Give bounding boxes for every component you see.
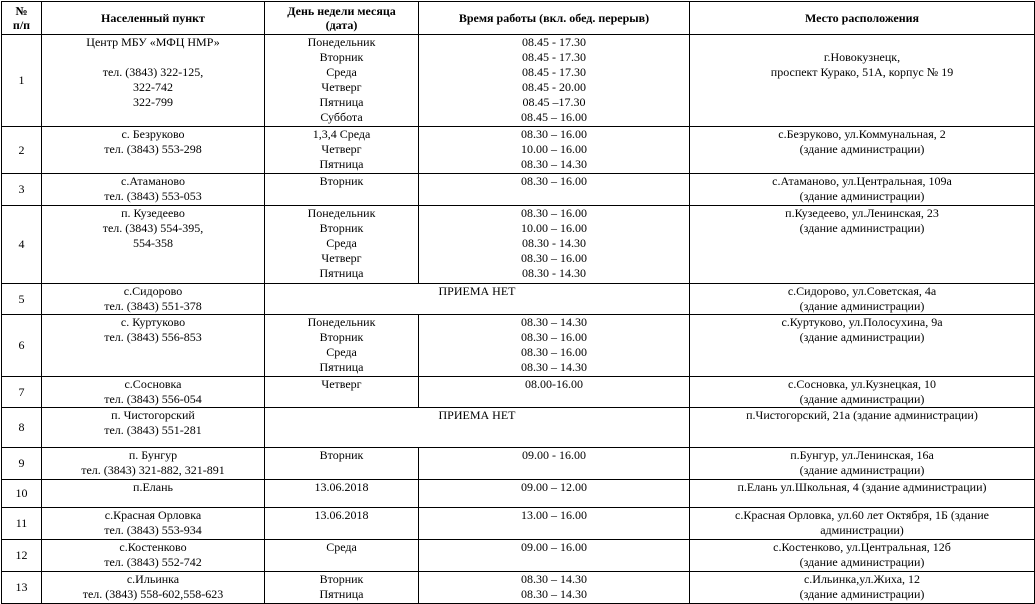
settlement-cell-line: с.Ильинка bbox=[126, 572, 180, 586]
day-cell-line: Четверг bbox=[321, 80, 362, 94]
table-row bbox=[2, 480, 1035, 508]
day-cell-line: Вторник bbox=[319, 448, 364, 462]
location-cell bbox=[690, 448, 1035, 480]
row-number: 7 bbox=[2, 377, 42, 408]
day-cell-line: Четверг bbox=[321, 377, 362, 391]
hours-cell bbox=[419, 540, 690, 572]
location-cell-line: с.Сидорово, ул.Советская, 4а bbox=[787, 284, 937, 298]
header-settlement: Населенный пункт bbox=[42, 2, 265, 35]
settlement-cell-line: тел. (3843) 551-281 bbox=[104, 423, 202, 437]
table-row bbox=[2, 572, 1035, 604]
location-cell-line: с.Куртуково, ул.Полосухина, 9а bbox=[781, 315, 943, 329]
row-number: 1 bbox=[2, 35, 42, 127]
hours-cell-line: 09.00 – 16.00 bbox=[521, 540, 587, 554]
table-row bbox=[2, 35, 1035, 127]
row-number: 4 bbox=[2, 206, 42, 284]
location-cell-line: с.Красная Орловка, ул.60 лет Октября, 1Б (здание администрации) bbox=[735, 508, 989, 537]
location-cell bbox=[690, 408, 1035, 448]
day-cell-line: Пятница bbox=[319, 157, 364, 171]
table-row bbox=[2, 174, 1035, 206]
day-cell bbox=[265, 448, 419, 480]
settlement-cell bbox=[42, 206, 265, 284]
day-cell-line: Вторник bbox=[319, 330, 364, 344]
settlement-cell-line bbox=[44, 50, 262, 65]
table-row bbox=[2, 284, 1035, 315]
hours-cell bbox=[419, 448, 690, 480]
day-cell-line: Среда bbox=[326, 345, 357, 359]
location-cell-line: (здание администрации) bbox=[799, 392, 925, 406]
location-cell bbox=[690, 315, 1035, 377]
hours-cell bbox=[419, 572, 690, 604]
settlement-cell-line: с. Куртуково bbox=[120, 315, 186, 329]
settlement-cell bbox=[42, 408, 265, 448]
settlement-cell-line: с.Атаманово bbox=[121, 174, 185, 188]
hours-cell bbox=[419, 508, 690, 540]
settlement-cell bbox=[42, 448, 265, 480]
location-cell-line: с.Сосновка, ул.Кузнецкая, 10 bbox=[788, 377, 936, 391]
location-cell-line: п.Чистогорский, 21а (здание администрации) bbox=[746, 408, 978, 422]
table-row bbox=[2, 206, 1035, 284]
settlement-cell-line: с.Сидорово bbox=[123, 284, 183, 298]
settlement-cell-line: тел. (3843) 556-054 bbox=[104, 392, 202, 406]
hours-cell-line: 13.00 – 16.00 bbox=[521, 508, 587, 522]
hours-cell-line: 09.00 – 12.00 bbox=[521, 480, 587, 494]
settlement-cell-line: п. Бунгур bbox=[128, 448, 178, 462]
day-cell-line: 13.06.2018 bbox=[314, 480, 369, 494]
day-cell bbox=[265, 127, 419, 174]
hours-cell bbox=[419, 206, 690, 284]
day-cell-line: Пятница bbox=[319, 266, 364, 280]
day-cell-line: Вторник bbox=[319, 174, 364, 188]
row-number: 11 bbox=[2, 508, 42, 540]
settlement-cell-line: с. Безруково bbox=[121, 127, 185, 141]
settlement-cell bbox=[42, 315, 265, 377]
location-cell bbox=[690, 284, 1035, 315]
settlement-cell bbox=[42, 572, 265, 604]
row-number: 5 bbox=[2, 284, 42, 315]
day-cell-line: Суббота bbox=[320, 110, 363, 124]
settlement-cell-line: 554-358 bbox=[133, 236, 173, 250]
location-cell-line: (здание администрации) bbox=[799, 299, 925, 313]
location-cell bbox=[690, 480, 1035, 508]
settlement-cell bbox=[42, 508, 265, 540]
hours-cell-line: 08.45 – 16.00 bbox=[521, 110, 587, 124]
hours-cell-line: 10.00 – 16.00 bbox=[521, 221, 587, 235]
day-cell-line: Вторник bbox=[319, 221, 364, 235]
location-cell-line: (здание администрации) bbox=[799, 142, 925, 156]
hours-cell-line: 08.00-16.00 bbox=[525, 377, 583, 391]
settlement-cell-line: 322-799 bbox=[133, 95, 173, 109]
settlement-cell-line: Центр МБУ «МФЦ НМР» bbox=[86, 35, 220, 49]
location-cell bbox=[690, 206, 1035, 284]
hours-cell bbox=[419, 377, 690, 408]
location-cell-line: (здание администрации) bbox=[799, 555, 925, 569]
day-cell-line: 13.06.2018 bbox=[314, 508, 369, 522]
day-cell bbox=[265, 480, 419, 508]
settlement-cell-line: п. Чистогорский bbox=[111, 408, 195, 422]
day-cell-line: Четверг bbox=[321, 251, 362, 265]
day-cell-line: Понедельник bbox=[307, 35, 376, 49]
hours-cell-line: 08.45 - 17.30 bbox=[522, 50, 586, 64]
day-cell-line: 1,3,4 Среда bbox=[312, 127, 371, 141]
hours-cell-line: 08.30 – 16.00 bbox=[521, 251, 587, 265]
settlement-cell-line: тел. (3843) 552-742 bbox=[104, 555, 202, 569]
day-cell-line: Понедельник bbox=[307, 315, 376, 329]
day-cell bbox=[265, 508, 419, 540]
location-cell-line: проспект Курако, 51А, корпус № 19 bbox=[770, 65, 954, 79]
location-cell bbox=[690, 35, 1035, 127]
hours-cell bbox=[419, 480, 690, 508]
day-cell-line: Понедельник bbox=[307, 206, 376, 220]
day-cell bbox=[265, 572, 419, 604]
location-cell bbox=[690, 174, 1035, 206]
location-cell-line: с.Костенково, ул.Центральная, 12б bbox=[773, 540, 951, 554]
location-cell-line: (здание администрации) bbox=[799, 189, 925, 203]
row-number: 10 bbox=[2, 480, 42, 508]
day-cell-line: Пятница bbox=[319, 587, 364, 601]
settlement-cell bbox=[42, 540, 265, 572]
hours-cell-line: 08.45 –17.30 bbox=[522, 95, 586, 109]
hours-cell bbox=[419, 315, 690, 377]
hours-cell-line: 09.00 - 16.00 bbox=[522, 448, 586, 462]
hours-cell-line: 10.00 – 16.00 bbox=[521, 142, 587, 156]
hours-cell-line: 08.30 – 14.30 bbox=[521, 360, 587, 374]
location-cell-line: (здание администрации) bbox=[799, 587, 925, 601]
settlement-cell bbox=[42, 284, 265, 315]
settlement-cell bbox=[42, 35, 265, 127]
hours-cell bbox=[419, 35, 690, 127]
table-row bbox=[2, 315, 1035, 377]
settlement-cell-line: тел. (3843) 321-882, 321-891 bbox=[81, 463, 225, 477]
row-number: 3 bbox=[2, 174, 42, 206]
no-reception-cell: ПРИЕМА НЕТ bbox=[265, 284, 690, 315]
location-cell bbox=[690, 127, 1035, 174]
row-number: 8 bbox=[2, 408, 42, 448]
hours-cell bbox=[419, 127, 690, 174]
day-cell bbox=[265, 35, 419, 127]
row-number: 6 bbox=[2, 315, 42, 377]
settlement-cell-line: тел. (3843) 551-378 bbox=[104, 299, 202, 313]
day-cell-line: Среда bbox=[326, 236, 357, 250]
day-cell-line: Пятница bbox=[319, 95, 364, 109]
hours-cell-line: 08.30 – 16.00 bbox=[521, 127, 587, 141]
location-cell-line: п.Бунгур, ул.Ленинская, 16а bbox=[790, 448, 934, 462]
hours-cell-line: 08.30 - 14.30 bbox=[522, 236, 586, 250]
location-cell bbox=[690, 377, 1035, 408]
day-cell-line: Среда bbox=[326, 65, 357, 79]
day-cell bbox=[265, 377, 419, 408]
row-number: 13 bbox=[2, 572, 42, 604]
settlement-cell bbox=[42, 127, 265, 174]
hours-cell-line: 08.30 – 14.30 bbox=[521, 157, 587, 171]
settlement-cell-line: тел. (3843) 553-053 bbox=[104, 189, 202, 203]
table-row bbox=[2, 408, 1035, 448]
settlement-cell-line: тел. (3843) 556-853 bbox=[104, 330, 202, 344]
settlement-cell-line: тел. (3843) 322-125, bbox=[102, 65, 204, 79]
day-cell-line: Четверг bbox=[321, 142, 362, 156]
hours-cell-line: 08.30 - 14.30 bbox=[522, 266, 586, 280]
day-cell bbox=[265, 540, 419, 572]
day-cell-line: Пятница bbox=[319, 360, 364, 374]
day-cell bbox=[265, 174, 419, 206]
header-day: День недели месяца (дата) bbox=[265, 2, 419, 35]
location-cell-line: п.Кузедеево, ул.Ленинская, 23 bbox=[785, 206, 939, 220]
row-number: 9 bbox=[2, 448, 42, 480]
table-row bbox=[2, 448, 1035, 480]
settlement-cell-line: с.Сосновка bbox=[124, 377, 182, 391]
table-row bbox=[2, 540, 1035, 572]
location-cell-line: г.Новокузнецк, bbox=[823, 50, 901, 64]
location-cell-line: п.Елань ул.Школьная, 4 (здание администрации) bbox=[737, 480, 987, 494]
day-cell-line: Среда bbox=[326, 540, 357, 554]
header-num: № п/п bbox=[2, 2, 42, 35]
location-cell-line bbox=[692, 35, 1032, 50]
location-cell-line: с.Безруково, ул.Коммунальная, 2 bbox=[778, 127, 946, 141]
settlement-cell-line: с.Костенково bbox=[119, 540, 187, 554]
hours-cell-line: 08.30 – 16.00 bbox=[521, 174, 587, 188]
location-cell-line: (здание администрации) bbox=[799, 221, 925, 235]
day-cell-line: Вторник bbox=[319, 50, 364, 64]
header-hours: Время работы (вкл. обед. перерыв) bbox=[419, 2, 690, 35]
settlement-cell-line: с.Красная Орловка bbox=[104, 508, 202, 522]
table-row bbox=[2, 508, 1035, 540]
no-reception-cell: ПРИЕМА НЕТ bbox=[265, 408, 690, 448]
location-cell bbox=[690, 508, 1035, 540]
settlement-cell-line: тел. (3843) 554-395, bbox=[102, 221, 204, 235]
row-number: 12 bbox=[2, 540, 42, 572]
hours-cell-line: 08.45 - 17.30 bbox=[522, 35, 586, 49]
header-row bbox=[2, 2, 1035, 35]
hours-cell-line: 08.45 - 17.30 bbox=[522, 65, 586, 79]
hours-cell-line: 08.45 - 20.00 bbox=[522, 80, 586, 94]
location-cell-line: с.Ильинка,ул.Жиха, 12 bbox=[803, 572, 921, 586]
settlement-cell bbox=[42, 377, 265, 408]
location-cell-line: (здание администрации) bbox=[799, 330, 925, 344]
table-row bbox=[2, 127, 1035, 174]
settlement-cell bbox=[42, 480, 265, 508]
hours-cell-line: 08.30 – 16.00 bbox=[521, 330, 587, 344]
settlement-cell-line: п.Елань bbox=[133, 480, 173, 494]
settlement-cell-line: 322-742 bbox=[133, 80, 173, 94]
header-location: Место расположения bbox=[690, 2, 1035, 35]
hours-cell-line: 08.30 – 16.00 bbox=[521, 206, 587, 220]
day-cell bbox=[265, 206, 419, 284]
table-body bbox=[2, 35, 1035, 604]
location-cell-line: (здание администрации) bbox=[799, 463, 925, 477]
settlement-cell-line: тел. (3843) 558-602,558-623 bbox=[82, 587, 224, 601]
settlement-cell-line: тел. (3843) 553-934 bbox=[104, 523, 202, 537]
row-number: 2 bbox=[2, 127, 42, 174]
hours-cell-line: 08.30 – 14.30 bbox=[521, 572, 587, 586]
table-row bbox=[2, 377, 1035, 408]
hours-cell-line: 08.30 – 14.30 bbox=[521, 315, 587, 329]
day-cell bbox=[265, 315, 419, 377]
location-cell bbox=[690, 540, 1035, 572]
hours-cell-line: 08.30 – 14.30 bbox=[521, 587, 587, 601]
hours-cell bbox=[419, 174, 690, 206]
day-cell-line: Вторник bbox=[319, 572, 364, 586]
location-cell-line: с.Атаманово, ул.Центральная, 109а bbox=[772, 174, 952, 188]
hours-cell-line: 08.30 – 16.00 bbox=[521, 345, 587, 359]
location-cell bbox=[690, 572, 1035, 604]
schedule-table bbox=[1, 1, 1035, 604]
settlement-cell-line: п. Кузедеево bbox=[121, 206, 185, 220]
settlement-cell-line: тел. (3843) 553-298 bbox=[104, 142, 202, 156]
settlement-cell bbox=[42, 174, 265, 206]
